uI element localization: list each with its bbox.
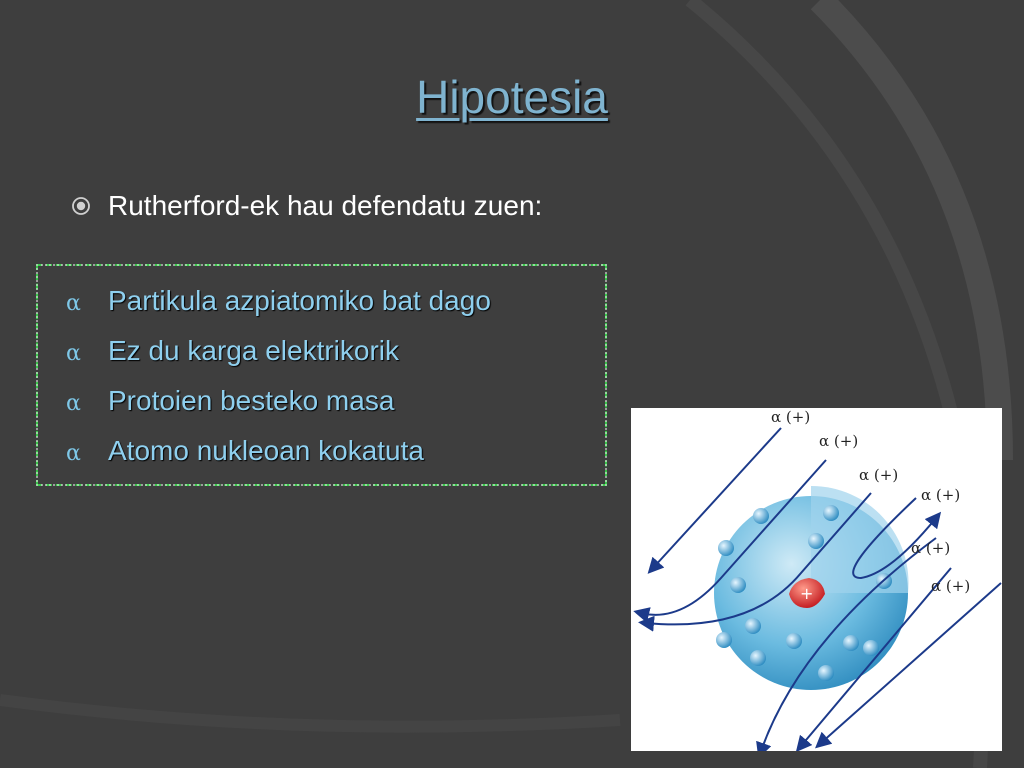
sub-bullet-text: Protoien besteko masa	[108, 385, 395, 416]
sub-bullet-item	[66, 335, 491, 385]
sub-bullet-item	[66, 385, 491, 435]
nucleus-sign: +	[800, 584, 814, 603]
main-bullet	[70, 190, 542, 222]
main-bullet-text: Rutherford-ek hau defendatu zuen:	[108, 190, 543, 221]
atom-illustration	[631, 408, 1002, 751]
alpha-bullet-icon: α	[66, 441, 81, 466]
atom-cutaway	[811, 486, 909, 593]
alpha-label: α (+)	[819, 432, 859, 450]
rutherford-atom-figure	[631, 408, 1002, 751]
alpha-label: α (+)	[859, 466, 899, 484]
sub-bullet-text: Ez du karga elektrikorik	[108, 335, 400, 366]
alpha-bullet-icon: α	[66, 291, 81, 316]
slide-title: Hipotesia	[416, 71, 608, 123]
sub-bullet-list	[66, 285, 491, 485]
alpha-label: α (+)	[931, 577, 971, 595]
sub-bullet-item	[66, 285, 491, 335]
alpha-label: α (+)	[771, 408, 811, 426]
sub-bullet-item	[66, 435, 491, 485]
alpha-bullet-icon: α	[66, 391, 81, 416]
alpha-bullet-icon: α	[66, 341, 81, 366]
sub-bullet-text: Atomo nukleoan kokatuta	[108, 435, 424, 466]
alpha-label: α (+)	[911, 539, 951, 557]
alpha-label: α (+)	[921, 486, 961, 504]
radio-bullet-icon	[70, 195, 92, 217]
sub-bullet-text: Partikula azpiatomiko bat dago	[108, 285, 491, 316]
